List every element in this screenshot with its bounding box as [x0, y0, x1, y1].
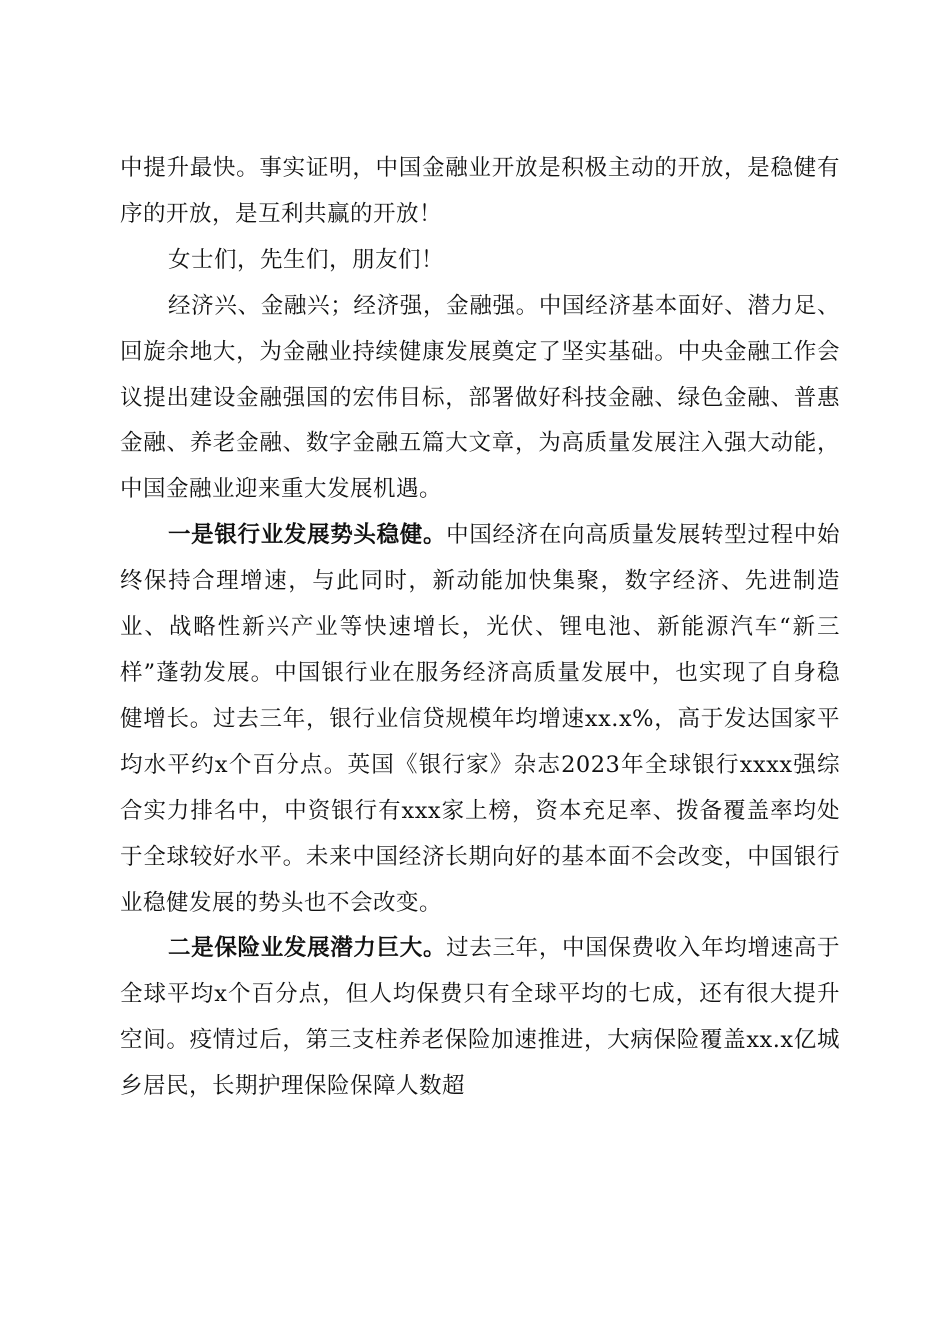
paragraph-5-insurance	[120, 926, 840, 1110]
paragraph-2-greeting	[120, 238, 840, 284]
paragraph-4-banking	[120, 513, 840, 926]
paragraph-4-lead: 一是银行业发展势头稳健。	[168, 522, 447, 549]
paragraph-2-text: 女士们，先生们，朋友们！	[168, 246, 445, 273]
paragraph-3	[120, 284, 840, 514]
paragraph-3-text: 经济兴、金融兴；经济强，金融强。中国经济基本面好、潜力足、回旋余地大，为金融业持续健康发展奠定了坚实基础。中央金融工作会议提出建设金融强国的宏伟目标，部署做好科技金融、绿色金融、普惠金融、养老金融、数字金融五篇大文章，为高质量发展注入强大动能，中国金融业迎来重大发展机遇。	[120, 292, 840, 503]
paragraph-5-lead: 二是保险业发展潜力巨大。	[168, 935, 447, 962]
paragraph-1-text: 中提升最快。事实证明，中国金融业开放是积极主动的开放，是稳健有序的开放，是互利共赢的开放！	[120, 155, 840, 227]
paragraph-5-text: 过去三年，中国保费收入年均增速高于全球平均x个百分点，但人均保费只有全球平均的七成，还有很大提升空间。疫情过后，第三支柱养老保险加速推进，大病保险覆盖xx.x亿城乡居民，长期护理保险保障人数超	[120, 935, 840, 1100]
paragraph-1	[120, 146, 840, 238]
paragraph-4-text: 中国经济在向高质量发展转型过程中始终保持合理增速，与此同时，新动能加快集聚，数字经济、先进制造业、战略性新兴产业等快速增长，光伏、锂电池、新能源汽车“新三样”蓬勃发展。中国银行业在服务经济高质量发展中，也实现了自身稳健增长。过去三年，银行业信贷规模年均增速xx.x%，高于发达国家平均水平约x个百分点。英国《银行家》杂志2023年全球银行xxxx强综合实力排名中，中资银行有xxx家上榜，资本充足率、拨备覆盖率均处于全球较好水平。未来中国经济长期向好的基本面不会改变，中国银行业稳健发展的势头也不会改变。	[120, 522, 840, 916]
document-body	[120, 146, 840, 1110]
